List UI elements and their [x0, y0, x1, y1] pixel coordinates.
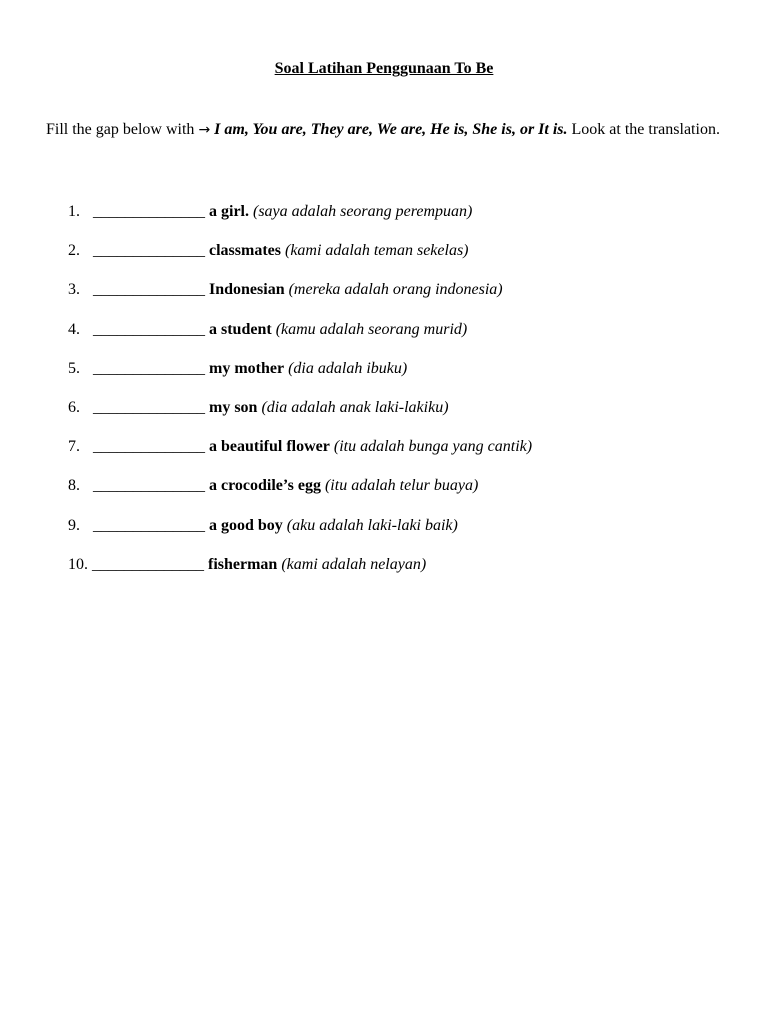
item-word: a good boy	[209, 516, 283, 534]
item-word: a student	[209, 320, 272, 338]
item-translation: (saya adalah seorang perempuan)	[253, 203, 473, 220]
answer-blank: ______________	[93, 242, 205, 260]
item-number: 2.	[68, 242, 80, 260]
answer-blank: ______________	[93, 203, 205, 220]
item-word: classmates	[209, 242, 281, 260]
item-translation: (dia adalah anak laki-lakiku)	[261, 398, 449, 416]
item-translation: (itu adalah bunga yang cantik)	[333, 438, 533, 456]
answer-blank: ______________	[93, 477, 205, 495]
exercise-item	[68, 396, 748, 435]
answer-blank: ______________	[93, 398, 205, 416]
answer-blank: ______________	[93, 516, 205, 534]
item-translation: (mereka adalah orang indonesia)	[288, 281, 503, 299]
item-translation: (dia adalah ibuku)	[288, 359, 408, 377]
exercise-item	[68, 357, 748, 396]
exercise-item	[68, 200, 748, 239]
item-number: 6.	[68, 398, 80, 416]
answer-blank: ______________	[92, 555, 204, 573]
exercise-item	[68, 514, 748, 553]
item-number: 4.	[68, 320, 80, 338]
item-number: 3.	[68, 281, 80, 299]
page-title: Soal Latihan Penggunaan To Be	[274, 60, 494, 77]
item-word: my mother	[209, 359, 285, 377]
exercise-item	[68, 239, 748, 278]
item-number: 8.	[68, 477, 80, 495]
item-word: a beautiful flower	[209, 438, 330, 456]
item-number: 9.	[68, 516, 80, 534]
item-translation: (kami adalah teman sekelas)	[284, 242, 469, 260]
exercise-item	[68, 553, 748, 592]
exercise-item	[68, 318, 748, 357]
arrow-right-icon: →	[198, 122, 211, 138]
exercise-list	[68, 200, 748, 592]
item-word: my son	[209, 398, 258, 416]
instructions-pronouns: I am, You are, They are, We are, He is, She is, or It is.	[214, 121, 568, 138]
answer-blank: ______________	[93, 320, 205, 338]
item-number: 1.	[68, 203, 80, 220]
instructions-lead: Fill the gap below with	[46, 121, 199, 138]
instructions-tail: Look at the translation.	[567, 121, 720, 138]
exercise-item	[68, 435, 748, 474]
exercise-item	[68, 278, 748, 317]
exercise-item	[68, 474, 748, 513]
item-number: 7.	[68, 438, 80, 456]
item-number: 10.	[68, 555, 88, 573]
item-word: a girl.	[209, 203, 249, 220]
item-translation: (kami adalah nelayan)	[281, 555, 427, 573]
item-word: a crocodile’s egg	[209, 477, 321, 495]
item-translation: (aku adalah laki-laki baik)	[286, 516, 458, 534]
answer-blank: ______________	[93, 438, 205, 456]
item-word: fisherman	[208, 555, 278, 573]
item-word: Indonesian	[209, 281, 285, 299]
instructions	[46, 110, 726, 150]
item-translation: (itu adalah telur buaya)	[324, 477, 479, 495]
item-translation: (kamu adalah seorang murid)	[275, 320, 468, 338]
answer-blank: ______________	[93, 281, 205, 299]
item-number: 5.	[68, 359, 80, 377]
answer-blank: ______________	[93, 359, 205, 377]
